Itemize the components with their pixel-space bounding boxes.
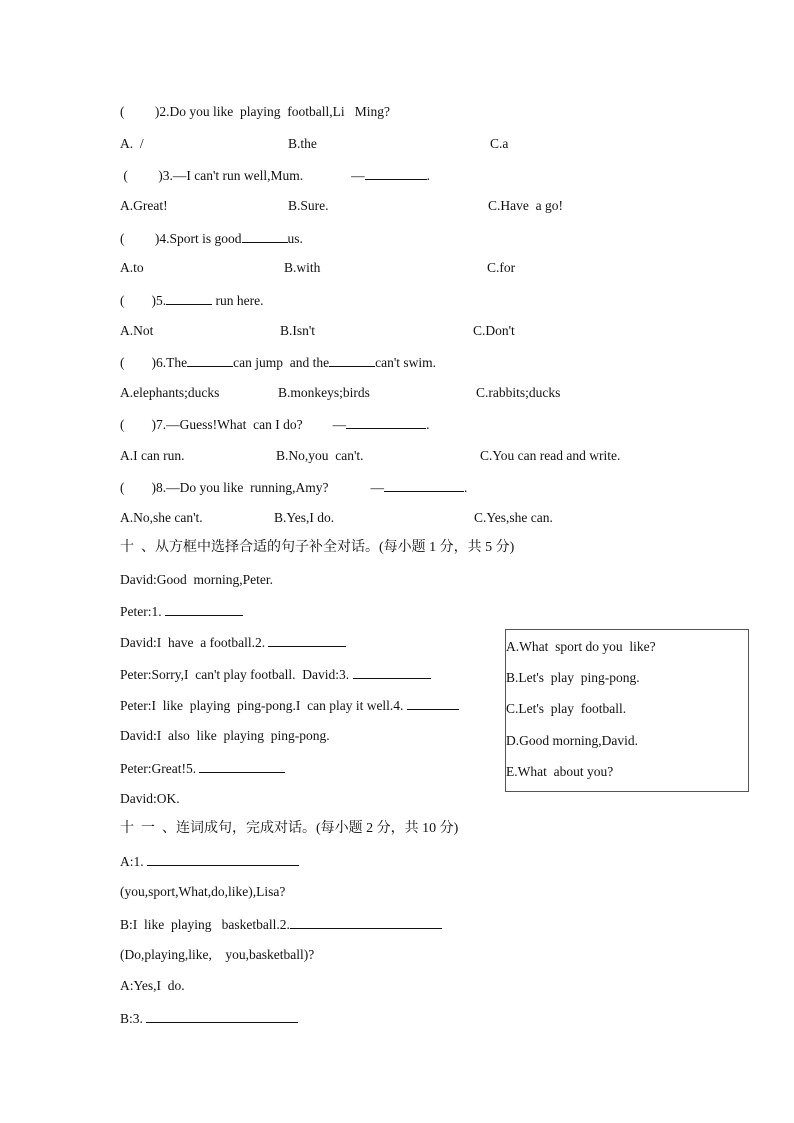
dialogue-line: A:Yes,I do. [120,978,185,993]
question-4-option-b: B.with [284,260,321,275]
question-8-option-b: B.Yes,I do. [274,510,335,525]
answer-blank[interactable] [329,353,375,367]
question-2-stem: ( )2.Do you like playing football,Li Ming? [120,104,390,119]
answer-blank[interactable] [290,915,442,929]
question-3-stem: ( )3.—I can't run well,Mum. — . [120,168,431,183]
question-6-stem: ( )6.The can jump and the can't swim. [120,355,437,370]
answer-blank[interactable] [384,478,464,492]
question-3-option-c: C.Have a go! [488,198,563,213]
question-5-option-a: A.Not [120,323,154,338]
question-8-stem: ( )8.—Do you like running,Amy? — . [120,480,468,495]
answer-blank[interactable] [268,633,346,647]
dialogue-line: David:OK. [120,791,180,806]
question-5-option-c: C.Don't [473,323,515,338]
answer-blank[interactable] [187,353,233,367]
box-option-e: E.What about you? [506,764,614,779]
dialogue-line: A:1. [120,852,299,871]
box-option-b: B.Let's play ping-pong. [506,670,640,685]
question-2-option-b: B.the [288,136,317,151]
question-7-option-b: B.No,you can't. [276,448,364,463]
dialogue-line: B:3. [120,1009,298,1028]
question-3-option-b: B.Sure. [288,198,329,213]
answer-blank[interactable] [365,166,427,180]
question-4-option-c: C.for [487,260,516,275]
question-6-option-a: A.elephants;ducks [120,385,220,400]
question-5-option-b: B.Isn't [280,323,316,338]
answer-blank[interactable] [199,759,285,773]
question-3-option-a: A.Great! [120,198,168,213]
word-prompt: (you,sport,What,do,like),Lisa? [120,884,286,899]
question-7-stem: ( )7.—Guess!What can I do? — . [120,417,430,432]
question-6-option-c: C.rabbits;ducks [476,385,561,400]
word-prompt: (Do,playing,like, you,basketball)? [120,947,315,962]
section-11-heading: 十 一 、连词成句，完成对话。(每小题 2 分，共 10 分) [120,821,459,836]
question-5-stem: ( )5. run here. [120,293,264,308]
box-option-c: C.Let's play football. [506,701,627,716]
answer-blank[interactable] [346,415,426,429]
options-box [505,629,749,792]
answer-blank[interactable] [147,852,299,866]
answer-blank[interactable] [353,665,431,679]
question-2-option-c: C.a [490,136,509,151]
dialogue-line: Peter:I like playing ping-pong.I can play it well.4. [120,696,459,715]
question-8-option-c: C.Yes,she can. [474,510,553,525]
question-4-stem: ( )4.Sport is good us. [120,231,303,246]
box-option-a: A.What sport do you like? [506,639,656,654]
dialogue-line: David:Good morning,Peter. [120,572,273,587]
dialogue-line: Peter:Great!5. [120,759,285,778]
question-8-option-a: A.No,she can't. [120,510,203,525]
dialogue-line: David:I also like playing ping-pong. [120,728,330,743]
question-4-option-a: A.to [120,260,144,275]
answer-blank[interactable] [242,229,288,243]
dialogue-line: David:I have a football.2. [120,633,346,652]
question-6-option-b: B.monkeys;birds [278,385,370,400]
answer-blank[interactable] [165,602,243,616]
dialogue-line: B:I like playing basketball.2. [120,915,442,934]
section-10-heading: 十 、从方框中选择合适的句子补全对话。(每小题 1 分，共 5 分) [120,540,515,555]
dialogue-line: Peter:1. [120,602,243,621]
answer-blank[interactable] [407,696,459,710]
box-option-d: D.Good morning,David. [506,733,638,748]
question-7-option-c: C.You can read and write. [480,448,621,463]
answer-blank[interactable] [146,1009,298,1023]
answer-blank[interactable] [166,291,212,305]
question-2-option-a: A. / [120,136,144,151]
question-7-option-a: A.I can run. [120,448,185,463]
dialogue-line: Peter:Sorry,I can't play football. David:3. [120,665,431,684]
